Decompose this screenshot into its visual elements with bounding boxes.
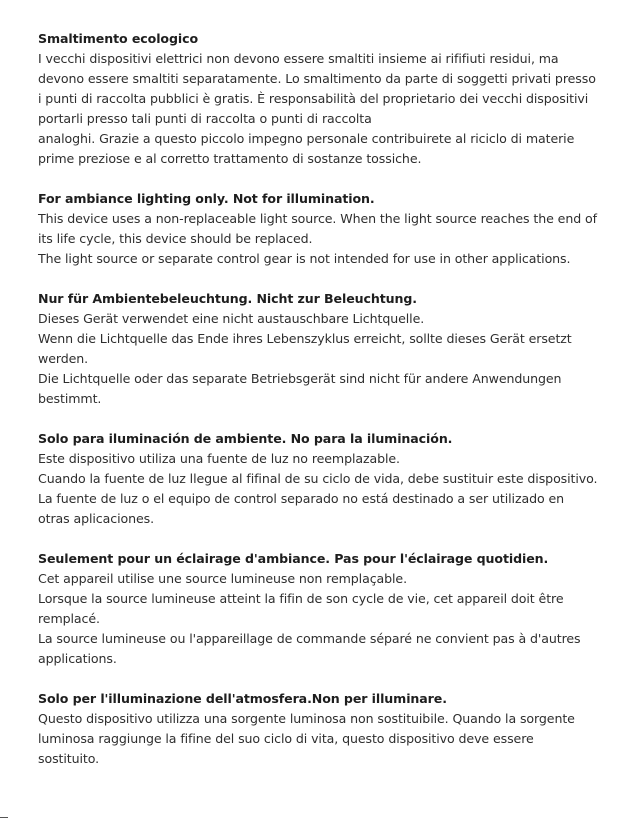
document-body: [38, 29, 598, 789]
text-line: sostituito.: [38, 751, 100, 766]
section-spanish-lighting: [38, 429, 598, 529]
text-line: Wenn die Lichtquelle das Ende ihres Lebenszyklus erreicht, sollte dieses Gerät ersetzt: [38, 331, 572, 346]
text-line: La source lumineuse ou l'appareillage de commande séparé ne convient pas à d'autres: [38, 631, 581, 646]
section-italian-disposal: [38, 29, 598, 169]
text-line: Este dispositivo utiliza una fuente de luz no reemplazable.: [38, 451, 400, 466]
text-line: werden.: [38, 351, 89, 366]
text-line: Die Lichtquelle oder das separate Betriebsgerät sind nicht für andere Anwendungen: [38, 371, 562, 386]
text-line: devono essere smaltiti separatamente. Lo smaltimento da parte di soggetti privati presso: [38, 71, 596, 86]
text-line: analoghi. Grazie a questo piccolo impegno personale contribuirete al riciclo di materie: [38, 131, 575, 146]
text-line: luminosa raggiunge la fifine del suo ciclo di vita, questo dispositivo deve essere: [38, 731, 534, 746]
section-heading: Smaltimento ecologico: [38, 31, 199, 46]
text-line: otras aplicaciones.: [38, 511, 154, 526]
text-line: remplacé.: [38, 611, 100, 626]
text-line: its life cycle, this device should be replaced.: [38, 231, 313, 246]
text-line: prime preziose e al corretto trattamento di sostanze tossiche.: [38, 151, 422, 166]
text-line: I vecchi dispositivi elettrici non devono essere smaltiti insieme ai rififiuti residui, ma: [38, 51, 559, 66]
text-line: bestimmt.: [38, 391, 102, 406]
section-heading: Seulement pour un éclairage d'ambiance. Pas pour l'éclairage quotidien.: [38, 551, 549, 566]
text-line: Questo dispositivo utilizza una sorgente luminosa non sostituibile. Quando la sorgente: [38, 711, 575, 726]
text-line: Cuando la fuente de luz llegue al fifinal de su ciclo de vida, debe sustituir este dispositivo.: [38, 471, 598, 486]
text-line: Cet appareil utilise une source lumineuse non remplaçable.: [38, 571, 407, 586]
text-line: applications.: [38, 651, 117, 666]
section-english-lighting: [38, 189, 598, 269]
text-line: La fuente de luz o el equipo de control separado no está destinado a ser utilizado en: [38, 491, 565, 506]
page-edge-mark: [0, 817, 8, 818]
section-german-lighting: [38, 289, 598, 409]
section-heading: Solo per l'illuminazione dell'atmosfera.Non per illuminare.: [38, 691, 447, 706]
section-heading: Solo para iluminación de ambiente. No para la iluminación.: [38, 431, 453, 446]
section-french-lighting: [38, 549, 598, 669]
section-heading: Nur für Ambientebeleuchtung. Nicht zur Beleuchtung.: [38, 291, 417, 306]
text-line: Dieses Gerät verwendet eine nicht austauschbare Lichtquelle.: [38, 311, 425, 326]
section-italian-lighting: [38, 689, 598, 769]
section-heading: For ambiance lighting only. Not for illumination.: [38, 191, 375, 206]
text-line: portarli presso tali punti di raccolta o punti di raccolta: [38, 111, 372, 126]
text-line: The light source or separate control gear is not intended for use in other applications.: [38, 251, 571, 266]
text-line: This device uses a non-replaceable light source. When the light source reaches the end of: [38, 211, 597, 226]
text-line: Lorsque la source lumineuse atteint la fifin de son cycle de vie, cet appareil doit être: [38, 591, 564, 606]
text-line: i punti di raccolta pubblici è gratis. È responsabilità del proprietario dei vecchi dispositivi: [38, 91, 589, 106]
